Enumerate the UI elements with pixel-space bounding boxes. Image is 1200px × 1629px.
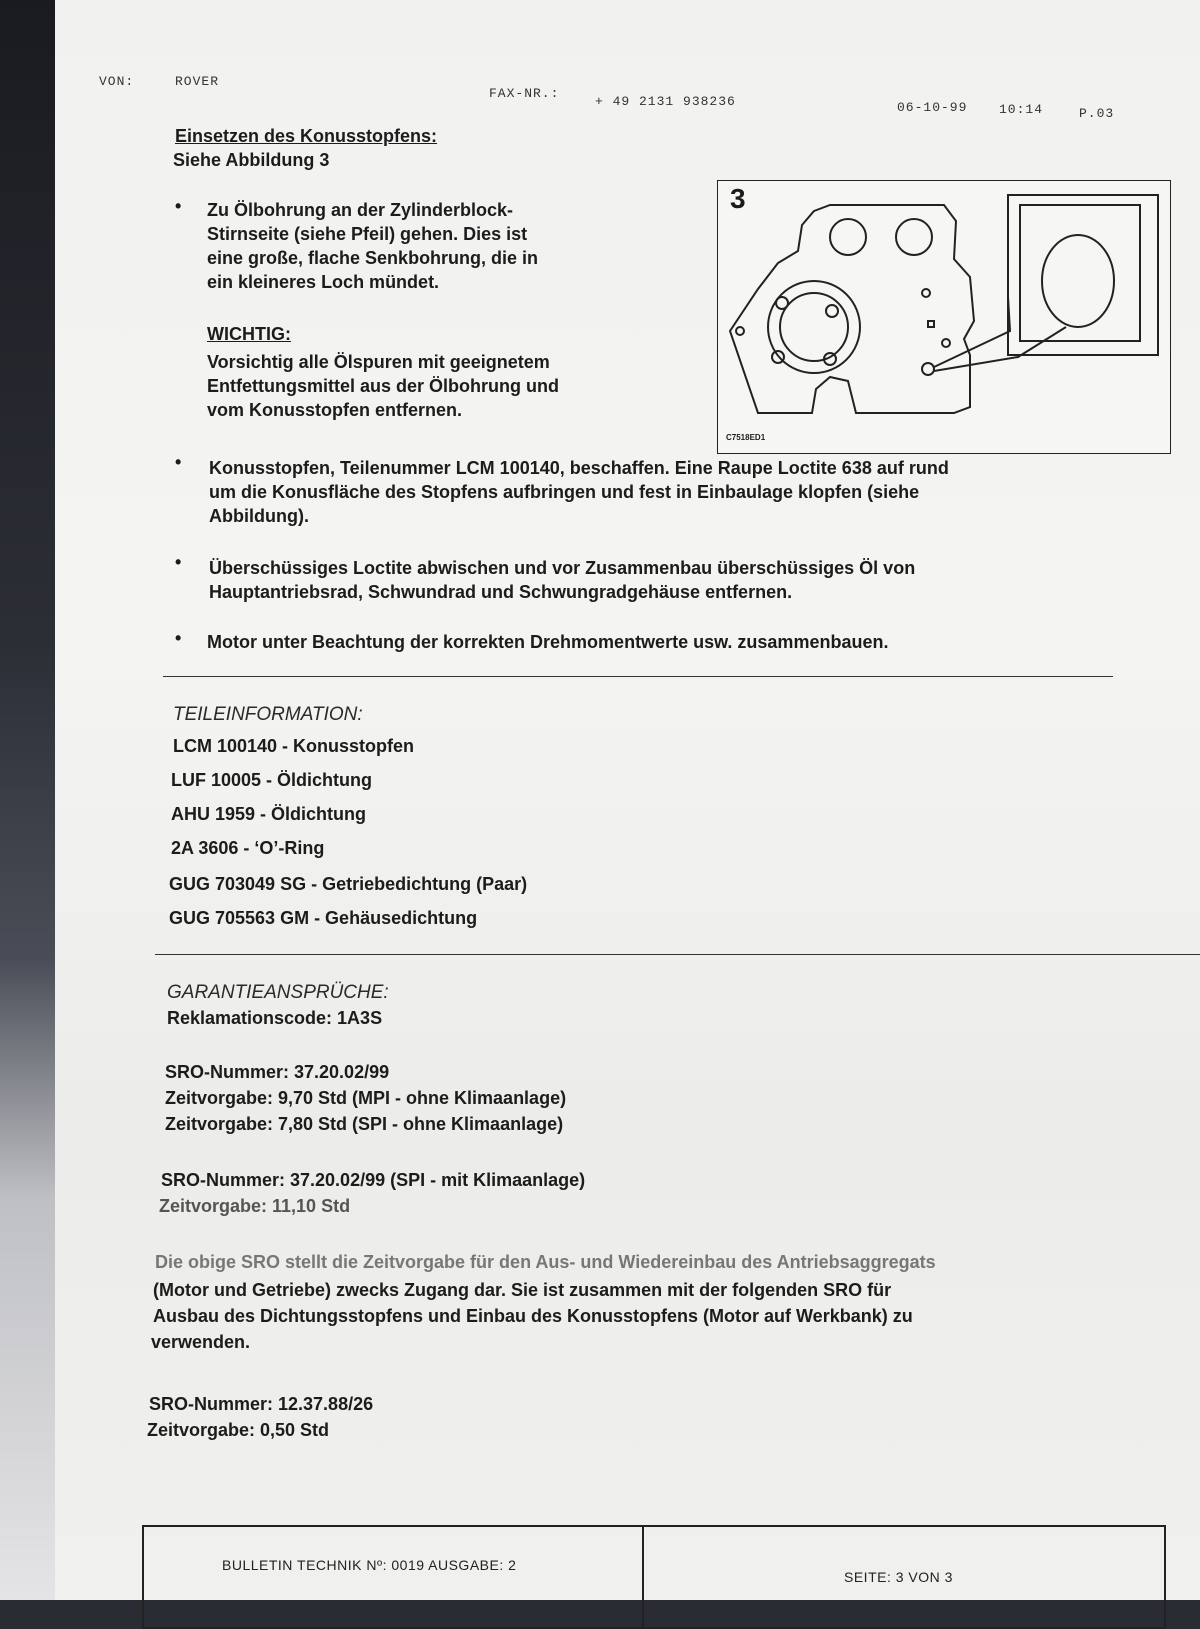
note-line: Ausbau des Dichtungsstopfens und Einbau des Konusstopfens (Motor auf Werkbank) zu — [153, 1306, 913, 1326]
bullet-marker: • — [175, 196, 182, 216]
note-line: (Motor und Getriebe) zwecks Zugang dar. Sie ist zusammen mit der folgenden SRO für — [153, 1280, 892, 1300]
bullet2-line-2: um die Konusfläche des Stopfens aufbringen und fest in Einbaulage klopfen (siehe — [209, 482, 920, 502]
warranty-code: Reklamationscode: 1A3S — [167, 1008, 383, 1028]
figure-3 — [717, 180, 1171, 454]
footer-box — [142, 1525, 1166, 1629]
parts-item: AHU 1959 - Öldichtung — [171, 804, 367, 824]
bullet3-line-1: Überschüssiges Loctite abwischen und vor Zusammenbau überschüssiges Öl von — [209, 558, 916, 578]
important-line-3: vom Konusstopfen entfernen. — [207, 400, 463, 420]
figure-number: 3 — [730, 183, 746, 214]
bullet4-line: Motor unter Beachtung der korrekten Drehmomentwerte usw. zusammenbauen. — [207, 632, 889, 652]
figure-code: C7518ED1 — [726, 433, 766, 442]
divider — [155, 954, 1200, 955]
warranty-heading: GARANTIEANSPRÜCHE: — [167, 982, 389, 1003]
bullet1-line-1: Zu Ölbohrung an der Zylinderblock- — [207, 200, 514, 220]
fax-time: 10:14 — [999, 102, 1044, 117]
sro2-line: Zeitvorgabe: 11,10 Std — [159, 1196, 351, 1216]
footer-divider — [642, 1527, 644, 1627]
divider — [163, 676, 1113, 677]
parts-item: 2A 3606 - ‘O’-Ring — [171, 838, 325, 858]
section-title: Einsetzen des Konusstopfens: — [175, 126, 438, 146]
bullet1-line-4: ein kleineres Loch mündet. — [207, 272, 440, 292]
bullet2-line-1: Konusstopfen, Teilenummer LCM 100140, beschaffen. Eine Raupe Loctite 638 auf rund — [209, 458, 949, 478]
fax-number: + 49 2131 938236 — [595, 94, 736, 109]
important-label: WICHTIG: — [207, 324, 291, 344]
document-page — [55, 0, 1200, 1600]
fax-from-value: ROVER — [175, 74, 220, 89]
parts-item: GUG 703049 SG - Getriebedichtung (Paar) — [169, 874, 528, 894]
sro1-line: Zeitvorgabe: 7,80 Std (SPI - ohne Klimaanlage) — [165, 1114, 564, 1134]
engine-block-drawing — [718, 181, 1170, 453]
note-line: verwenden. — [151, 1332, 251, 1352]
parts-item: LCM 100140 - Konusstopfen — [173, 736, 415, 756]
footer-page: SEITE: 3 VON 3 — [844, 1569, 953, 1585]
important-line-1: Vorsichtig alle Ölspuren mit geeignetem — [207, 352, 550, 372]
parts-heading: TEILEINFORMATION: — [173, 704, 363, 725]
parts-item: GUG 705563 GM - Gehäusedichtung — [169, 908, 478, 928]
parts-item: LUF 10005 - Öldichtung — [171, 770, 373, 790]
sro1-line: Zeitvorgabe: 9,70 Std (MPI - ohne Klimaanlage) — [165, 1088, 567, 1108]
bullet-marker: • — [175, 452, 182, 472]
footer-bulletin: BULLETIN TECHNIK Nº: 0019 AUSGABE: 2 — [222, 1557, 517, 1573]
bullet3-line-2: Hauptantriebsrad, Schwundrad und Schwungradgehäuse entfernen. — [209, 582, 793, 602]
fax-from-label: VON: — [99, 74, 135, 89]
fax-date: 06-10-99 — [897, 100, 968, 115]
note-line: Die obige SRO stellt die Zeitvorgabe für den Aus- und Wiedereinbau des Antriebsaggregats — [155, 1252, 936, 1272]
sro3-line: SRO-Nummer: 12.37.88/26 — [149, 1394, 374, 1414]
bullet1-line-3: eine große, flache Senkbohrung, die in — [207, 248, 539, 268]
fax-number-label: FAX-NR.: — [489, 86, 560, 101]
bullet2-line-3: Abbildung). — [209, 506, 309, 526]
bullet-marker: • — [175, 628, 182, 648]
fax-page: P.03 — [1079, 106, 1115, 121]
sro2-line: SRO-Nummer: 37.20.02/99 (SPI - mit Klimaanlage) — [161, 1170, 586, 1190]
sro1-line: SRO-Nummer: 37.20.02/99 — [165, 1062, 390, 1082]
sro3-line: Zeitvorgabe: 0,50 Std — [147, 1420, 330, 1440]
bullet1-line-2: Stirnseite (siehe Pfeil) gehen. Dies ist — [207, 224, 528, 244]
important-line-2: Entfettungsmittel aus der Ölbohrung und — [207, 376, 559, 396]
bullet-marker: • — [175, 552, 182, 572]
section-subtitle: Siehe Abbildung 3 — [173, 150, 330, 170]
